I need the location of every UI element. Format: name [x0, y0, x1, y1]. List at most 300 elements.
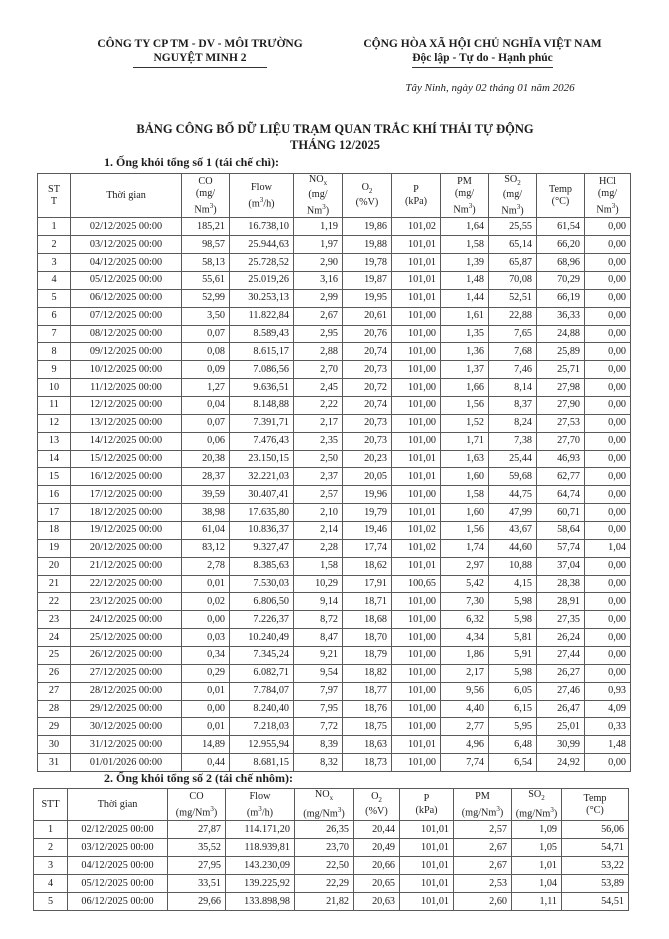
row-value: 20,49 [354, 839, 400, 857]
row-value: 19,79 [343, 504, 392, 522]
row-value: 0,08 [182, 343, 230, 361]
row-value: 2,14 [294, 522, 343, 540]
row-value: 66,20 [537, 236, 585, 254]
row-value: 98,57 [182, 236, 230, 254]
row-value: 7,72 [294, 718, 343, 736]
row-value: 1,27 [182, 379, 230, 397]
table-row [34, 839, 629, 857]
col-hcl: HCl (mg/ Nm$^3$) [585, 174, 631, 218]
row-value: 8,39 [294, 736, 343, 754]
row-value: 0,01 [182, 682, 230, 700]
row-index: 21 [38, 575, 71, 593]
table-row [38, 754, 631, 772]
row-value: 1,56 [441, 397, 489, 415]
row-value: 27,70 [537, 432, 585, 450]
row-value: 7,30 [441, 593, 489, 611]
company-name-line1: CÔNG TY CP TM - DV - MÔI TRƯỜNG [97, 38, 303, 50]
row-value: 1,11 [512, 893, 562, 911]
title-line2: THÁNG 12/2025 [290, 138, 380, 152]
row-value: 66,19 [537, 289, 585, 307]
row-value: 53,89 [562, 875, 629, 893]
row-value: 101,00 [392, 307, 441, 325]
table-row [38, 718, 631, 736]
row-value: 0,04 [182, 397, 230, 415]
row-value: 101,01 [392, 289, 441, 307]
row-value: 30.253,13 [230, 289, 294, 307]
row-value: 21,82 [295, 893, 354, 911]
row-value: 20,61 [343, 307, 392, 325]
row-value: 0,00 [585, 236, 631, 254]
row-value: 0,00 [585, 629, 631, 647]
row-value: 2,45 [294, 379, 343, 397]
col-so2: $SO_2$ (mg/Nm$^3$) [512, 789, 562, 821]
table-row [38, 379, 631, 397]
row-value: 0,00 [585, 504, 631, 522]
row-value: 101,00 [392, 397, 441, 415]
row-value: 1,86 [441, 647, 489, 665]
row-time: 02/12/2025 00:00 [71, 218, 182, 236]
row-value: 1,66 [441, 379, 489, 397]
row-index: 3 [34, 857, 68, 875]
col-temp: Temp (°C) [562, 789, 629, 821]
col-so2: $SO_2$ (mg/ Nm$^3$) [489, 174, 537, 218]
col-o2: $O_2$ (%V) [343, 174, 392, 218]
row-time: 16/12/2025 00:00 [71, 468, 182, 486]
row-value: 20,38 [182, 450, 230, 468]
col-flow: Flow $(m^3/h)$ [230, 174, 294, 218]
row-value: 17,91 [343, 575, 392, 593]
row-value: 101,00 [392, 486, 441, 504]
row-value: 27,44 [537, 647, 585, 665]
row-value: 2,67 [454, 857, 512, 875]
row-value: 1,74 [441, 539, 489, 557]
row-value: 4,09 [585, 700, 631, 718]
row-value: 1,58 [441, 486, 489, 504]
col-co: CO (mg/ Nm$^3$) [182, 174, 230, 218]
row-value: 7.391,71 [230, 414, 294, 432]
row-index: 13 [38, 432, 71, 450]
company-header [90, 37, 310, 68]
row-value: 7,38 [489, 432, 537, 450]
row-time: 26/12/2025 00:00 [71, 647, 182, 665]
row-value: 18,76 [343, 700, 392, 718]
row-index: 1 [38, 218, 71, 236]
row-value: 0,93 [585, 682, 631, 700]
stack1-data-table [37, 173, 631, 772]
row-value: 27,90 [537, 397, 585, 415]
row-index: 18 [38, 522, 71, 540]
row-value: 2,60 [454, 893, 512, 911]
row-value: 101,00 [392, 593, 441, 611]
row-value: 10,88 [489, 557, 537, 575]
row-value: 101,02 [392, 218, 441, 236]
row-index: 9 [38, 361, 71, 379]
table-row [38, 343, 631, 361]
row-value: 0,07 [182, 325, 230, 343]
row-value: 8,32 [294, 754, 343, 772]
row-value: 2,37 [294, 468, 343, 486]
table-row [38, 647, 631, 665]
row-value: 0,01 [182, 718, 230, 736]
row-index: 29 [38, 718, 71, 736]
row-value: 8.681,15 [230, 754, 294, 772]
row-value: 25.019,26 [230, 272, 294, 290]
table-header-row [38, 174, 631, 218]
row-value: 19,87 [343, 272, 392, 290]
row-value: 20,44 [354, 821, 400, 839]
company-name-line2: NGUYỆT MINH 2 [133, 51, 266, 68]
row-value: 1,44 [441, 289, 489, 307]
row-value: 10.836,37 [230, 522, 294, 540]
row-value: 20,73 [343, 432, 392, 450]
stack2-data-table [33, 788, 629, 911]
row-value: 27,35 [537, 611, 585, 629]
row-value: 3,16 [294, 272, 343, 290]
row-value: 2,17 [441, 664, 489, 682]
row-value: 8,14 [489, 379, 537, 397]
row-time: 03/12/2025 00:00 [71, 236, 182, 254]
row-index: 22 [38, 593, 71, 611]
row-value: 101,00 [392, 700, 441, 718]
row-value: 0,00 [585, 647, 631, 665]
row-value: 35,52 [168, 839, 226, 857]
row-value: 5,42 [441, 575, 489, 593]
row-value: 101,01 [392, 272, 441, 290]
row-value: 68,96 [537, 254, 585, 272]
row-time: 05/12/2025 00:00 [68, 875, 168, 893]
table-row [38, 218, 631, 236]
row-value: 0,09 [182, 361, 230, 379]
row-value: 1,19 [294, 218, 343, 236]
row-time: 10/12/2025 00:00 [71, 361, 182, 379]
col-p: P (kPa) [392, 174, 441, 218]
table-row [38, 432, 631, 450]
table-header-row [34, 789, 629, 821]
row-index: 5 [34, 893, 68, 911]
row-value: 8,72 [294, 611, 343, 629]
section2-heading: 2. Ống khói tổng số 2 (tái chế nhôm): [104, 771, 294, 785]
row-value: 62,77 [537, 468, 585, 486]
row-value: 1,37 [441, 361, 489, 379]
row-value: 0,02 [182, 593, 230, 611]
row-value: 0,33 [585, 718, 631, 736]
row-value: 20,65 [354, 875, 400, 893]
row-time: 08/12/2025 00:00 [71, 325, 182, 343]
row-value: 28,37 [182, 468, 230, 486]
row-index: 19 [38, 539, 71, 557]
row-value: 20,72 [343, 379, 392, 397]
row-value: 7,74 [441, 754, 489, 772]
row-value: 1,48 [585, 736, 631, 754]
row-value: 55,61 [182, 272, 230, 290]
row-value: 8.589,43 [230, 325, 294, 343]
document-title [40, 121, 630, 153]
row-value: 8.615,17 [230, 343, 294, 361]
row-value: 0,34 [182, 647, 230, 665]
row-value: 2,99 [294, 289, 343, 307]
row-value: 101,02 [392, 539, 441, 557]
row-value: 27,53 [537, 414, 585, 432]
col-nox: $NO_x$ (mg/ Nm$^3$) [294, 174, 343, 218]
row-index: 2 [34, 839, 68, 857]
row-value: 133.898,98 [226, 893, 295, 911]
row-time: 25/12/2025 00:00 [71, 629, 182, 647]
row-value: 101,00 [392, 414, 441, 432]
row-value: 8,37 [489, 397, 537, 415]
row-index: 2 [38, 236, 71, 254]
row-value: 17,74 [343, 539, 392, 557]
row-value: 25,89 [537, 343, 585, 361]
row-time: 15/12/2025 00:00 [71, 450, 182, 468]
row-value: 5,98 [489, 593, 537, 611]
row-value: 7,97 [294, 682, 343, 700]
row-index: 3 [38, 254, 71, 272]
row-value: 16.738,10 [230, 218, 294, 236]
row-value: 0,00 [585, 557, 631, 575]
row-value: 0,00 [585, 307, 631, 325]
row-value: 101,01 [400, 839, 454, 857]
row-index: 30 [38, 736, 71, 754]
table-row [38, 450, 631, 468]
row-value: 1,48 [441, 272, 489, 290]
row-value: 64,74 [537, 486, 585, 504]
row-value: 2,35 [294, 432, 343, 450]
row-time: 31/12/2025 00:00 [71, 736, 182, 754]
row-value: 1,56 [441, 522, 489, 540]
table-row [38, 664, 631, 682]
row-value: 52,51 [489, 289, 537, 307]
table-row [38, 468, 631, 486]
row-value: 0,00 [585, 575, 631, 593]
row-value: 6,48 [489, 736, 537, 754]
row-value: 9,56 [441, 682, 489, 700]
row-value: 5,98 [489, 664, 537, 682]
row-value: 20,74 [343, 343, 392, 361]
row-value: 2,67 [294, 307, 343, 325]
row-time: 22/12/2025 00:00 [71, 575, 182, 593]
row-value: 65,87 [489, 254, 537, 272]
row-value: 18,63 [343, 736, 392, 754]
row-value: 2,95 [294, 325, 343, 343]
row-value: 18,77 [343, 682, 392, 700]
row-value: 20,63 [354, 893, 400, 911]
row-value: 1,01 [512, 857, 562, 875]
row-time: 04/12/2025 00:00 [68, 857, 168, 875]
row-value: 0,00 [585, 361, 631, 379]
row-value: 33,51 [168, 875, 226, 893]
row-value: 0,00 [585, 522, 631, 540]
col-pm: PM (mg/ Nm$^3$) [441, 174, 489, 218]
row-index: 8 [38, 343, 71, 361]
row-value: 19,96 [343, 486, 392, 504]
row-value: 2,90 [294, 254, 343, 272]
row-value: 2,57 [294, 486, 343, 504]
row-value: 56,06 [562, 821, 629, 839]
row-value: 1,36 [441, 343, 489, 361]
row-value: 101,00 [392, 611, 441, 629]
row-value: 28,91 [537, 593, 585, 611]
row-value: 8,24 [489, 414, 537, 432]
row-value: 54,71 [562, 839, 629, 857]
row-value: 101,01 [392, 254, 441, 272]
row-value: 52,99 [182, 289, 230, 307]
row-index: 31 [38, 754, 71, 772]
table-row [38, 682, 631, 700]
row-index: 5 [38, 289, 71, 307]
row-value: 0,00 [585, 254, 631, 272]
row-value: 70,29 [537, 272, 585, 290]
row-value: 1,97 [294, 236, 343, 254]
row-value: 2,57 [454, 821, 512, 839]
row-value: 0,03 [182, 629, 230, 647]
row-time: 02/12/2025 00:00 [68, 821, 168, 839]
row-value: 25,55 [489, 218, 537, 236]
row-value: 19,46 [343, 522, 392, 540]
row-value: 1,64 [441, 218, 489, 236]
row-value: 30.407,41 [230, 486, 294, 504]
col-nox: $NO_x$ (mg/Nm$^3$) [295, 789, 354, 821]
row-value: 101,02 [392, 522, 441, 540]
row-value: 54,51 [562, 893, 629, 911]
row-value: 4,15 [489, 575, 537, 593]
row-value: 101,01 [392, 557, 441, 575]
table-row [38, 272, 631, 290]
row-value: 6.806,50 [230, 593, 294, 611]
row-value: 19,78 [343, 254, 392, 272]
col-time: Thời gian [68, 789, 168, 821]
row-value: 101,01 [400, 857, 454, 875]
col-o2: $O_2$ (%V) [354, 789, 400, 821]
row-value: 27,95 [168, 857, 226, 875]
table-row [38, 629, 631, 647]
row-value: 101,00 [392, 664, 441, 682]
row-value: 101,00 [392, 343, 441, 361]
row-value: 4,34 [441, 629, 489, 647]
row-value: 61,04 [182, 522, 230, 540]
row-time: 20/12/2025 00:00 [71, 539, 182, 557]
row-value: 11.822,84 [230, 307, 294, 325]
table-row [34, 857, 629, 875]
row-value: 7.226,37 [230, 611, 294, 629]
row-value: 0,06 [182, 432, 230, 450]
row-value: 25.944,63 [230, 236, 294, 254]
row-value: 0,00 [585, 486, 631, 504]
row-value: 5,91 [489, 647, 537, 665]
table-row [38, 611, 631, 629]
row-value: 0,00 [585, 450, 631, 468]
col-flow: Flow $(m^3/h)$ [226, 789, 295, 821]
row-value: 12.955,94 [230, 736, 294, 754]
row-value: 2,28 [294, 539, 343, 557]
table-row [38, 557, 631, 575]
col-p: P (kPa) [400, 789, 454, 821]
row-value: 20,73 [343, 361, 392, 379]
row-value: 38,98 [182, 504, 230, 522]
row-index: 14 [38, 450, 71, 468]
row-value: 39,59 [182, 486, 230, 504]
title-line1: BẢNG CÔNG BỐ DỮ LIỆU TRẠM QUAN TRẮC KHÍ THẢI TỰ ĐỘNG [136, 122, 534, 136]
row-value: 19,86 [343, 218, 392, 236]
row-value: 30,99 [537, 736, 585, 754]
table-row [38, 254, 631, 272]
col-stt: STT [34, 789, 68, 821]
row-value: 2,67 [454, 839, 512, 857]
row-index: 6 [38, 307, 71, 325]
row-value: 43,67 [489, 522, 537, 540]
table-row [38, 504, 631, 522]
row-value: 7.784,07 [230, 682, 294, 700]
row-value: 7.530,03 [230, 575, 294, 593]
row-index: 20 [38, 557, 71, 575]
table-row [38, 236, 631, 254]
row-value: 1,05 [512, 839, 562, 857]
row-value: 2,10 [294, 504, 343, 522]
row-index: 1 [34, 821, 68, 839]
row-value: 2,78 [182, 557, 230, 575]
row-value: 101,01 [392, 450, 441, 468]
row-value: 1,58 [294, 557, 343, 575]
row-time: 27/12/2025 00:00 [71, 664, 182, 682]
row-value: 8,47 [294, 629, 343, 647]
row-value: 7.345,24 [230, 647, 294, 665]
row-value: 7,65 [489, 325, 537, 343]
row-time: 01/01/2026 00:00 [71, 754, 182, 772]
row-index: 12 [38, 414, 71, 432]
table-row [34, 893, 629, 911]
row-value: 5,81 [489, 629, 537, 647]
row-index: 4 [38, 272, 71, 290]
row-value: 0,29 [182, 664, 230, 682]
row-value: 57,74 [537, 539, 585, 557]
row-value: 44,60 [489, 539, 537, 557]
row-value: 20,73 [343, 414, 392, 432]
row-value: 18,70 [343, 629, 392, 647]
row-value: 101,01 [392, 736, 441, 754]
row-value: 1,63 [441, 450, 489, 468]
row-time: 18/12/2025 00:00 [71, 504, 182, 522]
row-value: 114.171,20 [226, 821, 295, 839]
row-value: 58,13 [182, 254, 230, 272]
row-value: 7,95 [294, 700, 343, 718]
row-value: 7.476,43 [230, 432, 294, 450]
row-value: 20,76 [343, 325, 392, 343]
row-value: 6,05 [489, 682, 537, 700]
row-value: 44,75 [489, 486, 537, 504]
row-value: 0,00 [585, 611, 631, 629]
row-value: 23,70 [295, 839, 354, 857]
row-value: 0,00 [585, 397, 631, 415]
row-value: 18,62 [343, 557, 392, 575]
row-value: 101,00 [392, 432, 441, 450]
row-value: 47,99 [489, 504, 537, 522]
row-value: 0,00 [585, 218, 631, 236]
row-value: 0,00 [585, 272, 631, 290]
table-row [38, 593, 631, 611]
row-time: 29/12/2025 00:00 [71, 700, 182, 718]
table-row [34, 821, 629, 839]
row-value: 1,04 [585, 539, 631, 557]
table-row [38, 414, 631, 432]
national-title: CỘNG HÒA XÃ HỘI CHỦ NGHĨA VIỆT NAM [363, 38, 602, 50]
row-value: 1,58 [441, 236, 489, 254]
row-value: 10.240,49 [230, 629, 294, 647]
row-value: 1,39 [441, 254, 489, 272]
row-value: 7,68 [489, 343, 537, 361]
row-value: 101,00 [392, 754, 441, 772]
table-row [38, 361, 631, 379]
row-value: 0,00 [585, 343, 631, 361]
row-value: 0,00 [182, 611, 230, 629]
